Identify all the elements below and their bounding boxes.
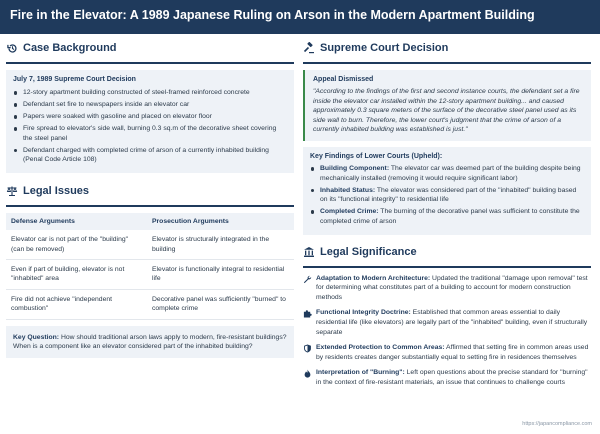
gavel-icon [303, 42, 315, 54]
significance-text: Established that common areas essential to daily residential life (like elevators) are legally part of the "inhabited" building, even if structurally separate [316, 309, 588, 336]
finding-text: The elevator was considered part of the "inhabited" building based on its "functional integrity" to residential life [320, 186, 577, 204]
finding-term: Completed Crime: [320, 208, 379, 216]
legal-significance-title [303, 242, 591, 262]
scales-icon [6, 185, 18, 197]
table-header-row [6, 213, 294, 230]
list-item: Papers were soaked with gasoline and placed on elevator floor [13, 112, 287, 122]
case-background-panel [6, 70, 294, 173]
list-item: Defendant set fire to newspapers inside an elevator car [13, 100, 287, 110]
footer-url[interactable]: https://japancompliance.com [522, 421, 592, 427]
case-background-heading: Case Background [23, 42, 117, 54]
puzzle-icon [303, 309, 312, 318]
significance-term: Interpretation of "Burning": [316, 369, 405, 377]
significance-text: Affirmed that setting fire in common areas used by residents creates danger substantially equal to setting fire in residences themselves [316, 344, 589, 361]
divider [6, 62, 294, 64]
history-icon [6, 42, 18, 54]
prosecution-cell: Decorative panel was sufficiently "burned" to complete crime [147, 289, 294, 319]
defense-cell: Even if part of building, elevator is not "inhabited" area [6, 259, 147, 289]
significance-item [303, 308, 591, 337]
finding-term: Inhabited Status: [320, 186, 376, 194]
prosecution-cell: Elevator is functionally integral to residential life [147, 259, 294, 289]
column-header-prosecution: Prosecution Arguments [147, 213, 294, 230]
prosecution-cell: Elevator is structurally integrated in the building [147, 230, 294, 259]
table-row [6, 289, 294, 319]
divider [303, 62, 591, 64]
key-question-text: How should traditional arson laws apply to modern, fire-resistant buildings? When is a component like an elevator considered part of the inhabited building? [13, 333, 287, 350]
right-column [303, 38, 591, 394]
significance-text: Left open questions about the precise standard for "burning" in the context of fire-resistant materials, an issue that continues to challenge courts [316, 369, 588, 387]
significance-term: Extended Protection to Common Areas: [316, 344, 445, 352]
wrench-icon [303, 275, 312, 284]
shield-icon [303, 344, 312, 353]
column-header-defense: Defense Arguments [6, 213, 147, 230]
list-item: Defendant charged with completed crime of arson of a currently inhabited building (Penal Code Article 108) [13, 146, 287, 165]
supreme-court-title [303, 38, 591, 58]
findings-list [310, 164, 584, 226]
table-row [6, 230, 294, 259]
legal-significance-heading: Legal Significance [320, 245, 417, 258]
arguments-table [6, 213, 294, 319]
fire-icon [303, 369, 312, 378]
list-item: Fire spread to elevator's side wall, burning 0.3 sq.m of the decorative sheet covering the steel panel [13, 124, 287, 143]
table-row [6, 259, 294, 289]
finding-text: The elevator car was deemed part of the building despite being mechanically installed (removing it would require significant labor) [320, 164, 581, 182]
list-item [310, 164, 584, 183]
defense-cell: Elevator car is not part of the "building" (can be removed) [6, 230, 147, 259]
findings-heading: Key Findings of Lower Courts (Upheld): [310, 152, 443, 160]
finding-text: The burning of the decorative panel was sufficient to constitute the completed crime of arson [320, 208, 580, 225]
legal-issues-heading: Legal Issues [23, 185, 90, 198]
landmark-icon [303, 246, 315, 258]
background-list [13, 88, 287, 165]
defense-cell: Fire did not achieve "independent combustion" [6, 289, 147, 319]
significance-term: Functional Integrity Doctrine: [316, 309, 411, 317]
list-item: 12-story apartment building constructed of steel-framed reinforced concrete [13, 88, 287, 98]
finding-term: Building Component: [320, 164, 390, 172]
significance-text: Updated the traditional "damage upon removal" test for determining what constitutes part of a building to account for modern construction methods [316, 274, 588, 301]
list-item [310, 207, 584, 226]
page-header [0, 0, 600, 34]
significance-item [303, 274, 591, 303]
divider [303, 266, 591, 268]
list-item [310, 186, 584, 205]
findings-panel [303, 147, 591, 235]
supreme-court-heading: Supreme Court Decision [320, 42, 449, 54]
left-column [6, 38, 294, 358]
key-question-panel [6, 326, 294, 359]
significance-term: Adaptation to Modern Architecture: [316, 274, 431, 282]
significance-item [303, 368, 591, 387]
case-background-title [6, 38, 294, 58]
significance-item [303, 343, 591, 362]
legal-issues-title [6, 181, 294, 201]
decision-date: July 7, 1989 Supreme Court Decision [13, 76, 136, 83]
key-question-label: Key Question: [13, 333, 60, 341]
divider [6, 205, 294, 207]
decision-panel [303, 70, 591, 141]
decision-quote: "According to the findings of the first and second instance courts, the defendant set a fire inside the elevator car installed within the 12-story apartment building... and caused approximately 0.3 square meters of the surface of the decorative steel panel used as its side wall to burn. Therefore, the lower court's judgment that the crime of arson of a currently inhabited building was established is just." [313, 88, 580, 134]
page-title: Fire in the Elevator: A 1989 Japanese Ruling on Arson in the Modern Apartment Building [10, 8, 535, 22]
decision-result: Appeal Dismissed [313, 76, 374, 83]
